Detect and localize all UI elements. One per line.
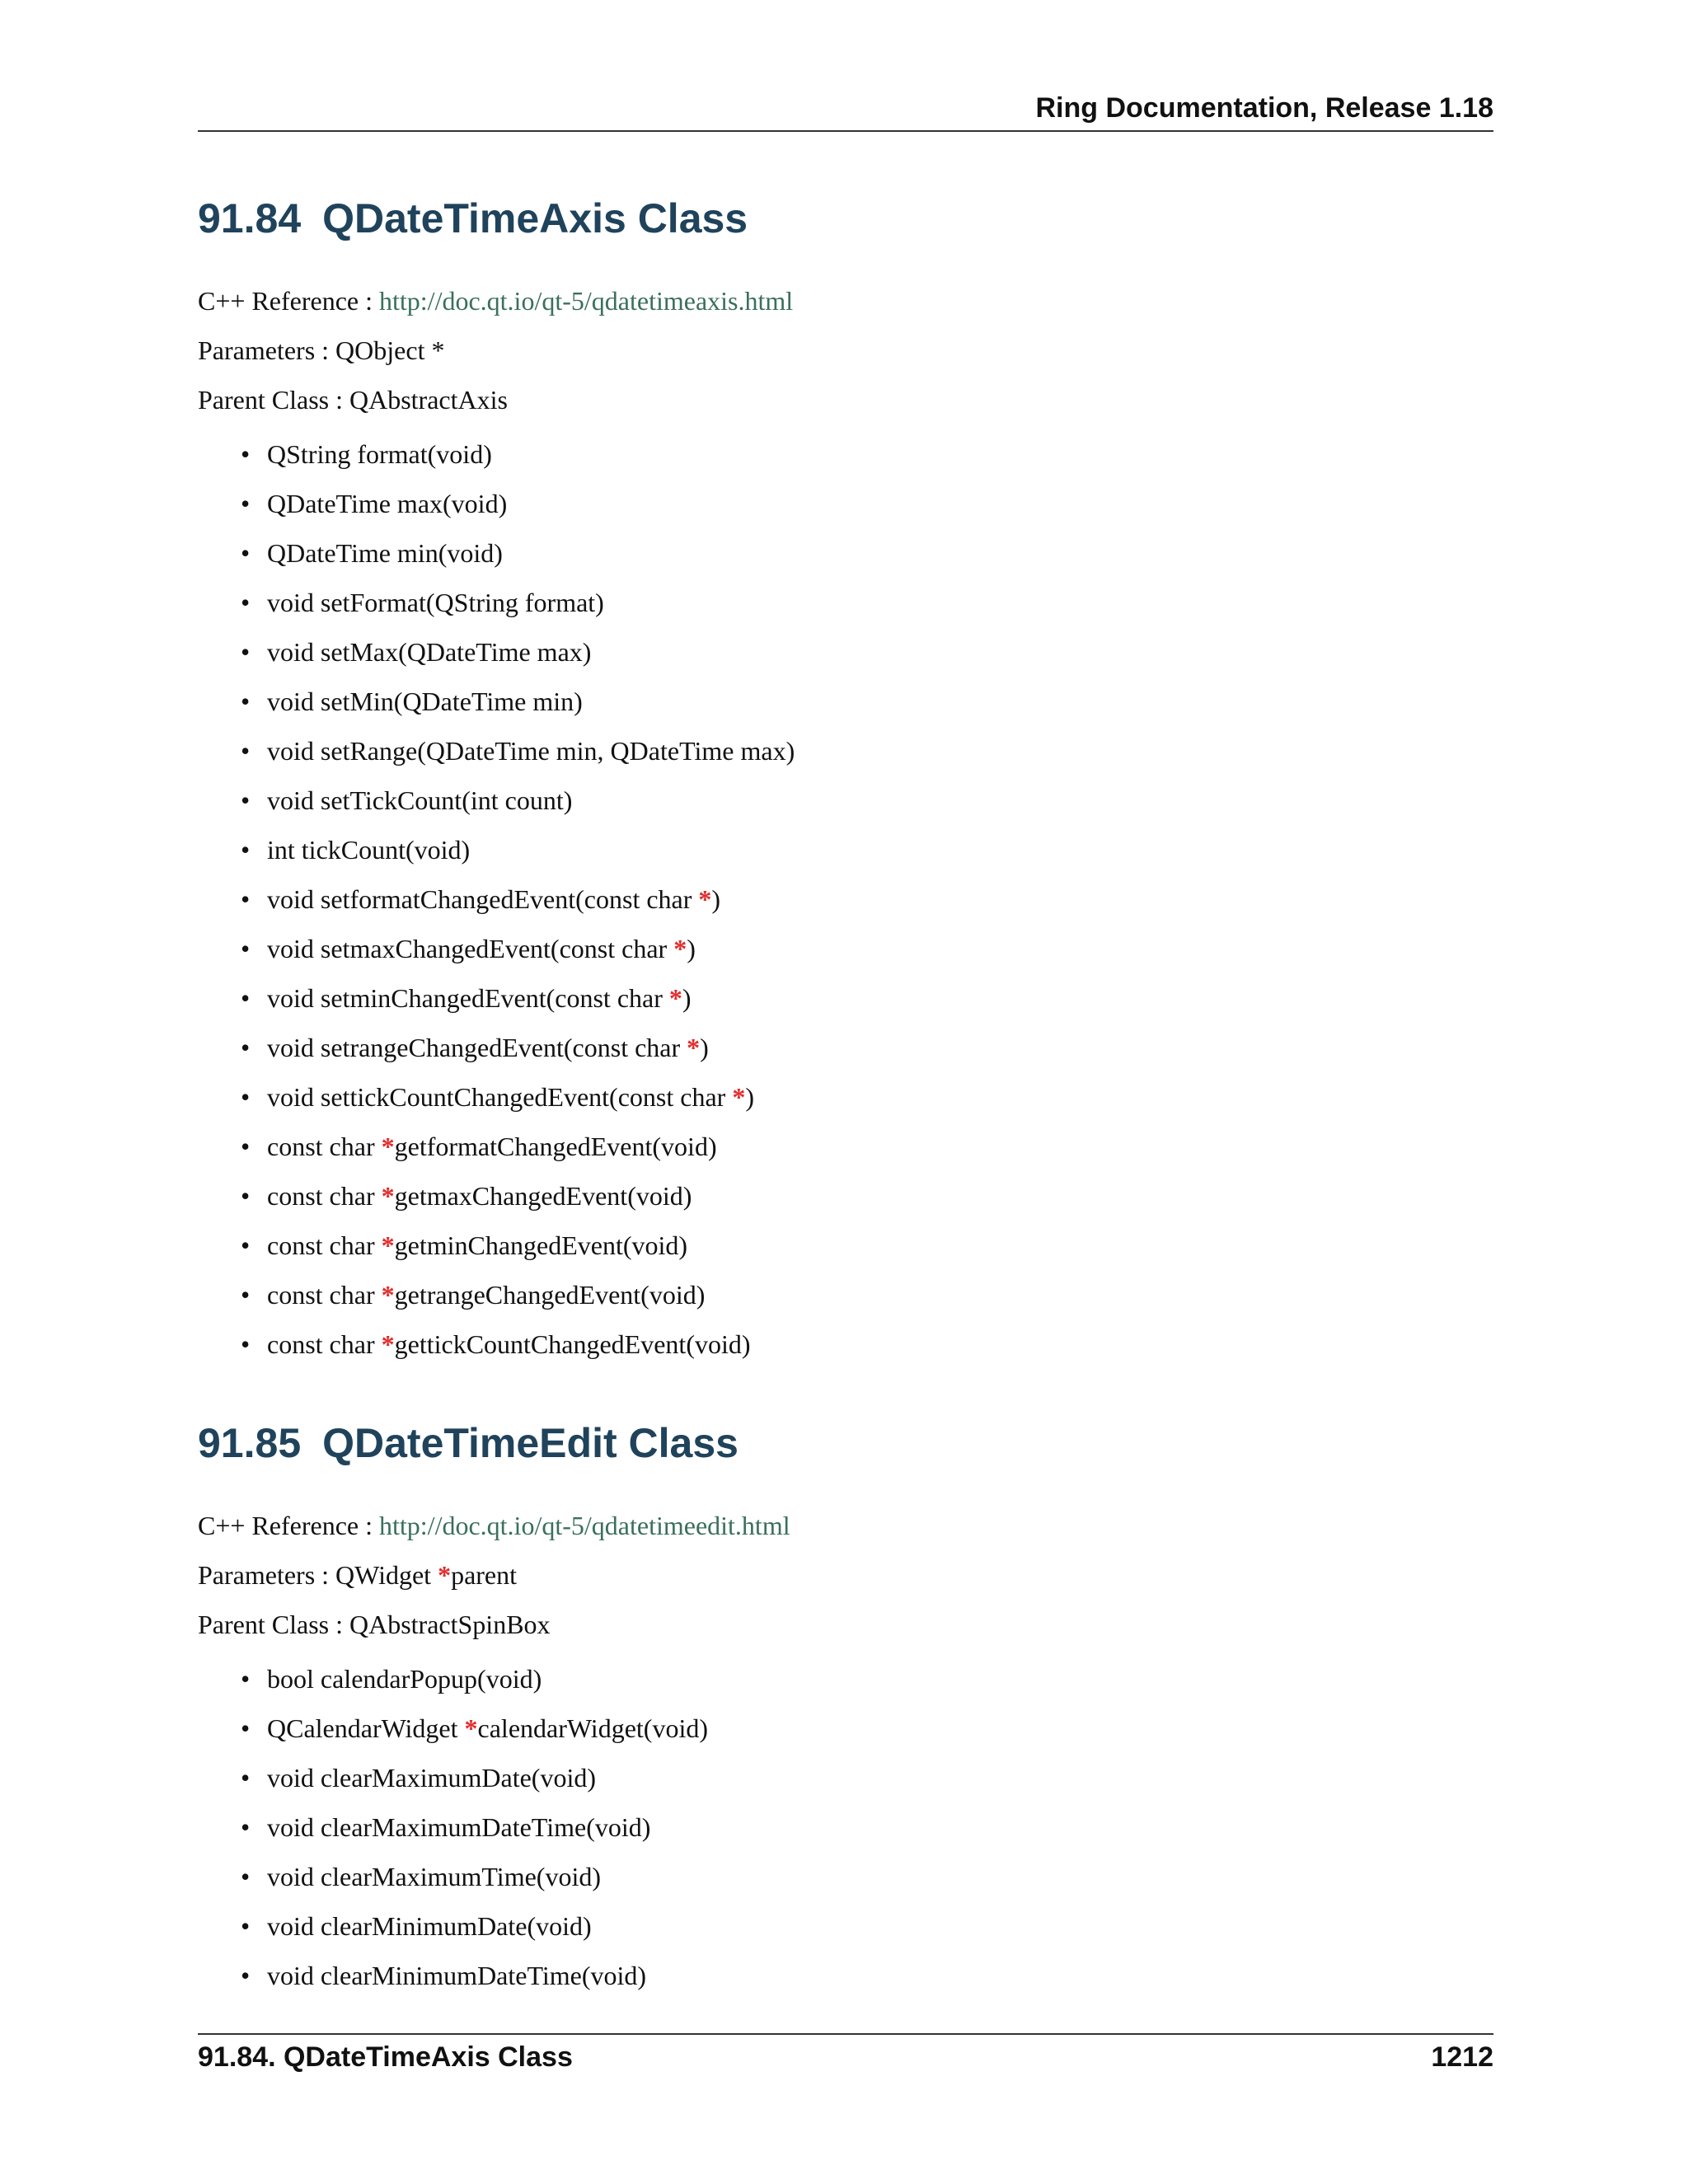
method-signature: void clearMaximumDate(void) <box>267 1763 596 1793</box>
method-signature: void setFormat(QString format) <box>267 588 604 617</box>
pointer-star: * <box>381 1280 395 1310</box>
method-item <box>198 776 795 825</box>
method-signature: void setTickCount(int count) <box>267 785 573 815</box>
parent-class-line <box>198 385 508 415</box>
method-item <box>198 528 795 578</box>
bullet-icon: • <box>241 736 251 766</box>
method-signature: QString format(void) <box>267 439 492 469</box>
method-signature: const char <box>267 1280 382 1310</box>
bullet-icon: • <box>241 687 251 716</box>
bullet-icon: • <box>241 637 251 667</box>
method-signature-tail: getminChangedEvent(void) <box>394 1230 688 1260</box>
method-item <box>198 1072 795 1122</box>
method-signature: void setminChangedEvent(const char <box>267 983 669 1013</box>
parent-class-label: Parent Class : <box>198 385 349 415</box>
bullet-icon: • <box>241 1280 251 1310</box>
method-item <box>198 1802 708 1852</box>
method-list-qdatetimeedit <box>198 1654 708 2000</box>
bullet-icon: • <box>241 588 251 617</box>
parameters-label: Parameters : <box>198 335 336 365</box>
method-signature: QDateTime min(void) <box>267 538 503 568</box>
method-signature: int tickCount(void) <box>267 835 471 865</box>
document-page <box>198 0 1493 2184</box>
method-signature: QCalendarWidget <box>267 1713 465 1743</box>
bullet-icon: • <box>241 1082 251 1112</box>
method-item <box>198 1753 708 1802</box>
cpp-reference-link[interactable]: http://doc.qt.io/qt-5/qdatetimeedit.html <box>379 1511 790 1540</box>
bullet-icon: • <box>241 538 251 568</box>
bullet-icon: • <box>241 934 251 963</box>
method-item <box>198 1654 708 1704</box>
pointer-star: * <box>381 1132 395 1161</box>
bullet-icon: • <box>241 884 251 914</box>
method-signature-tail: calendarWidget(void) <box>477 1713 708 1743</box>
pointer-star: * <box>381 1329 395 1359</box>
bullet-icon: • <box>241 1329 251 1359</box>
footer-rule <box>198 2033 1493 2035</box>
method-item <box>198 1122 795 1171</box>
method-signature: void setrangeChangedEvent(const char <box>267 1033 687 1062</box>
pointer-star: * <box>698 884 712 914</box>
method-signature: const char <box>267 1181 382 1211</box>
parameters-value: QWidget <box>335 1560 438 1590</box>
bullet-icon: • <box>241 489 251 518</box>
method-signature-tail: ) <box>745 1082 754 1112</box>
method-signature: void setRange(QDateTime min, QDateTime max) <box>267 736 795 766</box>
method-item <box>198 1951 708 2000</box>
parent-class-label: Parent Class : <box>198 1610 349 1639</box>
method-item <box>198 1171 795 1221</box>
cpp-reference-label: C++ Reference : <box>198 286 379 316</box>
bullet-icon: • <box>241 1664 251 1694</box>
method-item <box>198 874 795 924</box>
method-signature: void clearMinimumDate(void) <box>267 1911 592 1941</box>
pointer-star: * <box>381 1230 395 1260</box>
bullet-icon: • <box>241 1033 251 1062</box>
bullet-icon: • <box>241 1132 251 1161</box>
method-item <box>198 479 795 528</box>
bullet-icon: • <box>241 983 251 1013</box>
bullet-icon: • <box>241 1230 251 1260</box>
method-item <box>198 429 795 479</box>
bullet-icon: • <box>241 1862 251 1891</box>
method-signature: bool calendarPopup(void) <box>267 1664 542 1694</box>
section-title-qdatetimeedit <box>198 1419 738 1467</box>
bullet-icon: • <box>241 1181 251 1211</box>
method-signature: void setmaxChangedEvent(const char <box>267 934 674 963</box>
parent-class-line <box>198 1610 551 1640</box>
parameters-value-name: parent <box>451 1560 518 1590</box>
pointer-star: * <box>438 1560 452 1590</box>
method-signature: void clearMaximumDateTime(void) <box>267 1812 651 1842</box>
header-rule <box>198 130 1493 132</box>
method-item <box>198 726 795 776</box>
method-signature: void clearMaximumTime(void) <box>267 1862 601 1891</box>
pointer-star: * <box>381 1181 395 1211</box>
method-item <box>198 1852 708 1901</box>
footer-section: 91.84. QDateTimeAxis Class <box>198 2041 573 2073</box>
method-item <box>198 973 795 1023</box>
pointer-star: * <box>732 1082 746 1112</box>
cpp-reference-link[interactable]: http://doc.qt.io/qt-5/qdatetimeaxis.html <box>379 286 794 316</box>
section-number: 91.85 <box>198 1420 302 1466</box>
pointer-star: * <box>668 983 682 1013</box>
parent-class-value: QAbstractSpinBox <box>349 1610 551 1639</box>
cpp-reference-line <box>198 1511 790 1541</box>
method-item <box>198 578 795 627</box>
method-signature: void clearMinimumDateTime(void) <box>267 1961 647 1990</box>
bullet-icon: • <box>241 1763 251 1793</box>
method-signature: void settickCountChangedEvent(const char <box>267 1082 733 1112</box>
parent-class-value: QAbstractAxis <box>349 385 508 415</box>
pointer-star: * <box>673 934 687 963</box>
method-item <box>198 1023 795 1072</box>
method-signature-tail: getformatChangedEvent(void) <box>394 1132 717 1161</box>
method-list-qdatetimeaxis <box>198 429 795 1369</box>
method-item <box>198 1270 795 1319</box>
parameters-value: QObject * <box>335 335 445 365</box>
method-item <box>198 1704 708 1753</box>
section-title-text: QDateTimeEdit Class <box>322 1420 738 1466</box>
parameters-line <box>198 335 444 366</box>
method-signature-tail: ) <box>711 884 721 914</box>
parameters-label: Parameters : <box>198 1560 336 1590</box>
cpp-reference-line <box>198 286 793 316</box>
method-signature: void setformatChangedEvent(const char <box>267 884 699 914</box>
method-item <box>198 1221 795 1270</box>
method-signature: void setMax(QDateTime max) <box>267 637 592 667</box>
method-item <box>198 924 795 973</box>
method-signature: void setMin(QDateTime min) <box>267 687 583 716</box>
method-item <box>198 1319 795 1369</box>
method-item <box>198 1901 708 1951</box>
method-signature-tail: getrangeChangedEvent(void) <box>394 1280 706 1310</box>
pointer-star: * <box>464 1713 478 1743</box>
method-signature: QDateTime max(void) <box>267 489 508 518</box>
running-header: Ring Documentation, Release 1.18 <box>1035 92 1493 124</box>
section-number: 91.84 <box>198 195 302 241</box>
section-title-qdatetimeaxis <box>198 194 748 242</box>
pointer-star: * <box>687 1033 701 1062</box>
bullet-icon: • <box>241 1911 251 1941</box>
method-signature-tail: getmaxChangedEvent(void) <box>394 1181 692 1211</box>
method-item <box>198 825 795 874</box>
page-number: 1212 <box>1431 2041 1493 2073</box>
bullet-icon: • <box>241 1812 251 1842</box>
section-title-text: QDateTimeAxis Class <box>322 195 748 241</box>
method-signature-tail: ) <box>700 1033 709 1062</box>
bullet-icon: • <box>241 785 251 815</box>
bullet-icon: • <box>241 1713 251 1743</box>
cpp-reference-label: C++ Reference : <box>198 1511 379 1540</box>
method-signature-tail: ) <box>682 983 692 1013</box>
bullet-icon: • <box>241 439 251 469</box>
method-item <box>198 677 795 726</box>
method-signature: const char <box>267 1230 382 1260</box>
bullet-icon: • <box>241 1961 251 1990</box>
bullet-icon: • <box>241 835 251 865</box>
method-item <box>198 627 795 677</box>
method-signature-tail: gettickCountChangedEvent(void) <box>394 1329 751 1359</box>
method-signature-tail: ) <box>687 934 696 963</box>
method-signature: const char <box>267 1132 382 1161</box>
parameters-line <box>198 1560 517 1591</box>
method-signature: const char <box>267 1329 382 1359</box>
